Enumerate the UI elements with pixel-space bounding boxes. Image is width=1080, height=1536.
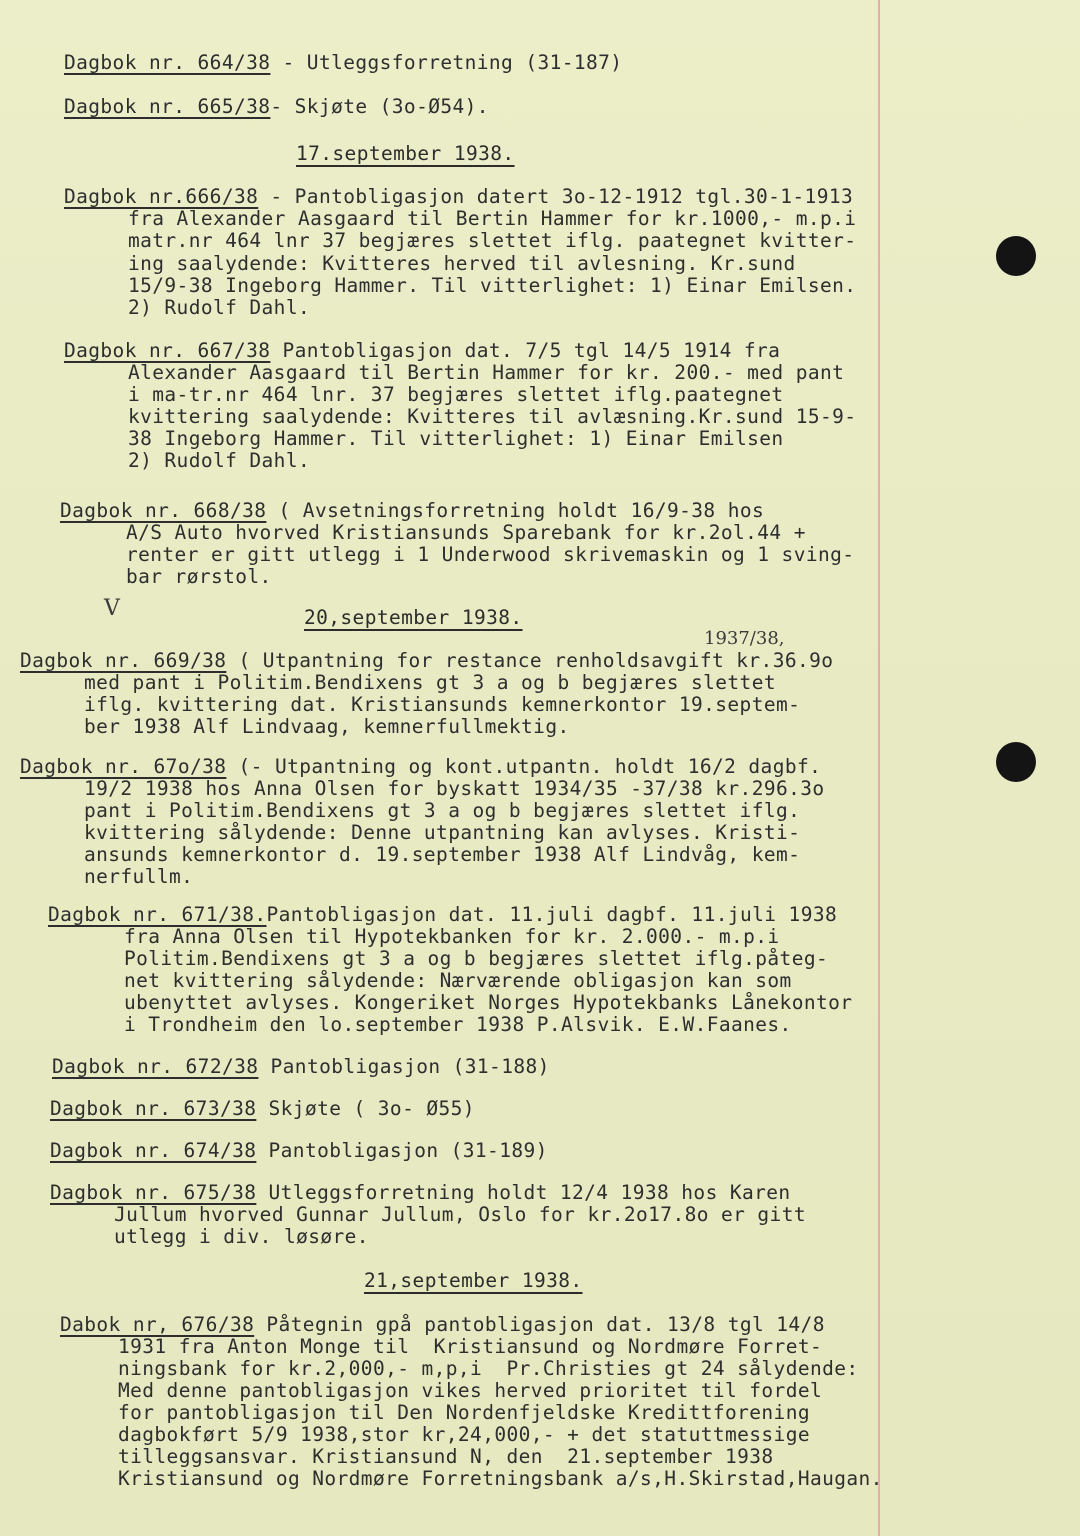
entry-671-line-1: fra Anna Olsen til Hypotekbanken for kr. 2.000.- m.p.i (124, 925, 780, 948)
entry-667-line-1: Alexander Aasgaard til Bertin Hammer for kr. 200.- med pant (128, 361, 845, 384)
entry-667-line-2: i ma-tr.nr 464 lnr. 37 begjæres slettet iflg.paategnet (128, 383, 784, 406)
entry-669-line-0: Dagbok nr. 669/38 ( Utpantning for restance renholdsavgift kr.36.9o (20, 649, 834, 672)
entry-666-line-2: matr.nr 464 lnr 37 begjæres slettet iflg. paategnet kvitter- (128, 229, 857, 252)
entry-668-line-2: renter er gitt utlegg i 1 Underwood skrivemaskin og 1 sving- (126, 543, 855, 566)
entry-670-line-0: Dagbok nr. 67o/38 (- Utpantning og kont.utpantn. holdt 16/2 dagbf. (20, 755, 822, 778)
margin-note-1937-38: 1937/38, (704, 628, 785, 649)
entry-676-line-5: dagbokført 5/9 1938,stor kr,24,000,- + det statuttmessige (118, 1423, 810, 1446)
entry-676-line-4: for pantobligasjon til Den Nordenfjeldske Kredittforening (118, 1401, 810, 1424)
entry-675-line-2: utlegg i div. løsøre. (114, 1225, 369, 1248)
punch-hole-bottom (996, 742, 1036, 782)
entry-670-line-5: nerfullm. (84, 865, 194, 888)
entry-670-line-1: 19/2 1938 hos Anna Olsen for byskatt 1934/35 -37/38 kr.296.3o (84, 777, 825, 800)
entry-669-line-3: ber 1938 Alf Lindvaag, kemnerfullmektig. (84, 715, 570, 738)
entry-664-line-0: Dagbok nr. 664/38 - Utleggsforretning (31-187) (64, 51, 623, 74)
entry-665-line-0: Dagbok nr. 665/38- Skjøte (3o-Ø54). (64, 95, 489, 118)
date-heading-21-sept: 21,september 1938. (364, 1269, 583, 1292)
entry-676-line-7: Kristiansund og Nordmøre Forretningsbank a/s,H.Skirstad,Haugan. (118, 1467, 883, 1490)
entry-671-line-3: net kvittering sålydende: Nærværende obligasjon kan som (124, 969, 792, 992)
entry-666-line-3: ing saalydende: Kvitteres herved til avlesning. Kr.sund (128, 252, 796, 275)
entry-674-line-0: Dagbok nr. 674/38 Pantobligasjon (31-189) (50, 1139, 548, 1162)
entry-668-line-3: bar rørstol. (126, 565, 272, 588)
entry-675-line-0: Dagbok nr. 675/38 Utleggsforretning holdt 12/4 1938 hos Karen (50, 1181, 791, 1204)
entry-666-line-4: 15/9-38 Ingeborg Hammer. Til vitterlighet: 1) Einar Emilsen. (128, 274, 857, 297)
check-mark: V (104, 596, 120, 621)
entry-666-line-0: Dagbok nr.666/38 - Pantobligasjon datert 3o-12-1912 tgl.30-1-1913 (64, 185, 854, 208)
red-margin-line (878, 0, 880, 1536)
entry-667-line-3: kvittering saalydende: Kvitteres til avlæsning.Kr.sund 15-9- (128, 405, 857, 428)
entry-668-line-1: A/S Auto hvorved Kristiansunds Sparebank for kr.2ol.44 + (126, 521, 806, 544)
entry-672-line-0: Dagbok nr. 672/38 Pantobligasjon (31-188) (52, 1055, 550, 1078)
entry-670-line-3: kvittering sålydende: Denne utpantning kan avlyses. Kristi- (84, 821, 801, 844)
entry-673-line-0: Dagbok nr. 673/38 Skjøte ( 3o- Ø55) (50, 1097, 475, 1120)
entry-666-line-1: fra Alexander Aasgaard til Bertin Hammer for kr.1000,- m.p.i (128, 207, 857, 230)
entry-667-line-0: Dagbok nr. 667/38 Pantobligasjon dat. 7/5 tgl 14/5 1914 fra (64, 339, 781, 362)
entry-676-line-3: Med denne pantobligasjon vikes herved prioritet til fordel (118, 1379, 823, 1402)
entry-671-line-0: Dagbok nr. 671/38.Pantobligasjon dat. 11.juli dagbf. 11.juli 1938 (48, 903, 838, 926)
entry-671-line-4: ubenyttet avlyses. Kongeriket Norges Hypotekbanks Lånekontor (124, 991, 853, 1014)
entry-676-line-2: ningsbank for kr.2,000,- m,p,i Pr.Christies gt 24 sålydende: (118, 1357, 859, 1380)
date-heading-20-sept: 20,september 1938. (304, 606, 523, 629)
punch-hole-top (996, 236, 1036, 276)
entry-667-line-4: 38 Ingeborg Hammer. Til vitterlighet: 1) Einar Emilsen (128, 427, 784, 450)
entry-671-line-5: i Trondheim den lo.september 1938 P.Alsvik. E.W.Faanes. (124, 1013, 792, 1036)
entry-671-line-2: Politim.Bendixens gt 3 a og b begjæres slettet iflg.påteg- (124, 947, 829, 970)
date-heading-17-sept: 17.september 1938. (296, 142, 515, 165)
entry-667-line-5: 2) Rudolf Dahl. (128, 449, 311, 472)
entry-668-line-0: Dagbok nr. 668/38 ( Avsetningsforretning holdt 16/9-38 hos (60, 499, 765, 522)
entry-670-line-4: ansunds kemnerkontor d. 19.september 1938 Alf Lindvåg, kem- (84, 843, 801, 866)
entry-676-line-0: Dabok nr, 676/38 Påtegnin gpå pantobligasjon dat. 13/8 tgl 14/8 (60, 1313, 825, 1336)
entry-669-line-2: iflg. kvittering dat. Kristiansunds kemnerkontor 19.septem- (84, 693, 801, 716)
entry-669-line-1: med pant i Politim.Bendixens gt 3 a og b begjæres slettet (84, 671, 776, 694)
entry-676-line-1: 1931 fra Anton Monge til Kristiansund og Nordmøre Forret- (118, 1335, 823, 1358)
entry-676-line-6: tilleggsansvar. Kristiansund N, den 21.september 1938 (118, 1445, 774, 1468)
entry-675-line-1: Jullum hvorved Gunnar Jullum, Oslo for kr.2o17.8o er gitt (114, 1203, 806, 1226)
entry-666-line-5: 2) Rudolf Dahl. (128, 296, 311, 319)
entry-670-line-2: pant i Politim.Bendixens gt 3 a og b begjæres slettet iflg. (84, 799, 801, 822)
